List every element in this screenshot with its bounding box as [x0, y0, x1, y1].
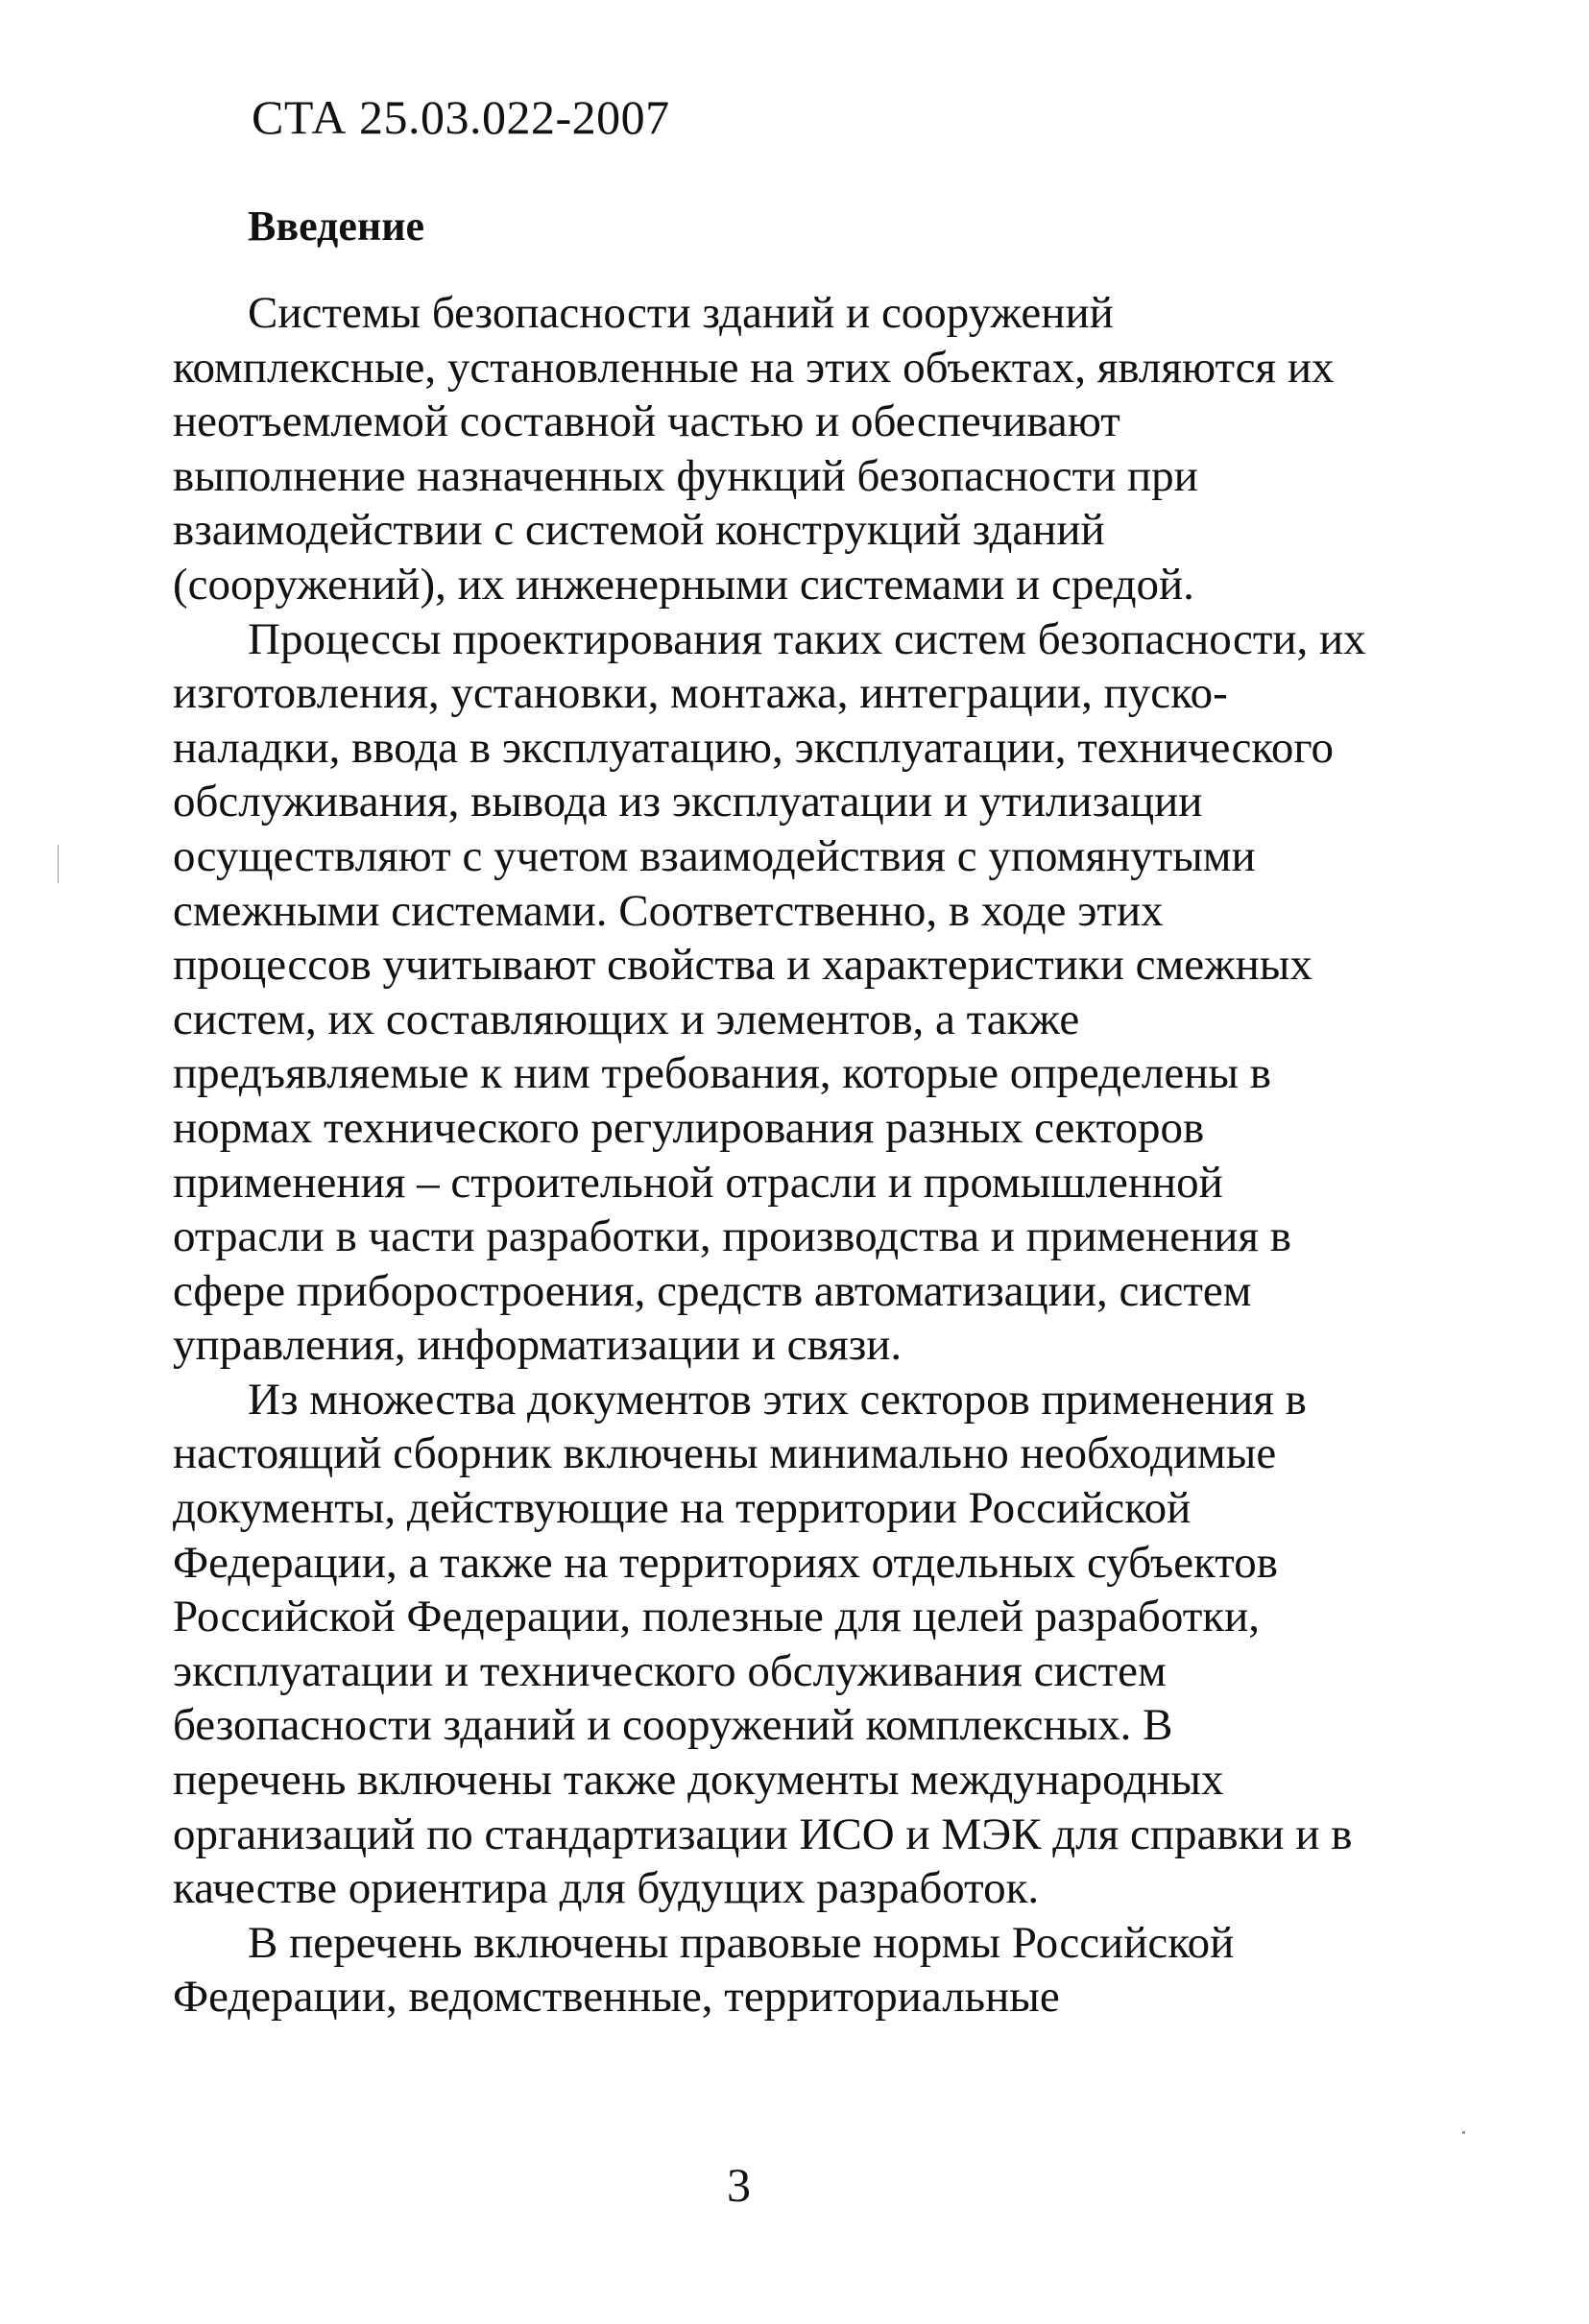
- text-line: осуществляют с учетом взаимодействия с упомянутыми: [173, 830, 1256, 881]
- text-line: эксплуатации и технического обслуживания систем: [173, 1645, 1167, 1696]
- document-code: СТА 25.03.022-2007: [252, 90, 670, 144]
- text-line: обслуживания, вывода из эксплуатации и утилизации: [173, 777, 1203, 827]
- text-line: комплексные, установленные на этих объектах, являются их: [173, 342, 1335, 393]
- text-line: отрасли в части разработки, производства и применения в: [173, 1211, 1291, 1262]
- text-line: процессов учитывают свойства и характеристики смежных: [173, 940, 1312, 991]
- body-text: [173, 286, 1421, 2025]
- text-line: применения – строительной отрасли и промышленной: [173, 1157, 1223, 1208]
- text-line: выполнение назначенных функций безопасности при: [173, 450, 1198, 501]
- scan-artifact: [58, 845, 59, 883]
- page-number: 3: [727, 2158, 751, 2212]
- text-line: взаимодействии с системой конструкций зданий: [173, 505, 1105, 556]
- text-line: качестве ориентира для будущих разработок.: [173, 1863, 1040, 1914]
- text-line: Российской Федерации, полезные для целей разработки,: [173, 1592, 1260, 1642]
- section-heading: Введение: [248, 203, 425, 250]
- scan-artifact: [1462, 2131, 1465, 2134]
- text-line: смежными системами. Соответственно, в ходе этих: [173, 885, 1164, 936]
- text-line: сфере приборостроения, средств автоматизации, систем: [173, 1265, 1252, 1316]
- text-line: В перечень включены правовые нормы Российской: [248, 1917, 1235, 1968]
- text-line: Федерации, а также на территориях отдельных субъектов: [173, 1537, 1278, 1588]
- text-line: перечень включены также документы международных: [173, 1755, 1224, 1806]
- text-line: нормах технического регулирования разных секторов: [173, 1102, 1205, 1153]
- text-line: неотъемлемой составной частью и обеспечивают: [173, 396, 1120, 447]
- text-line: настоящий сборник включены минимально необходимые: [173, 1428, 1277, 1479]
- text-line: управления, информатизации и связи.: [173, 1320, 903, 1371]
- text-line: изготовления, установки, монтажа, интеграции, пуско-: [173, 668, 1228, 719]
- text-line: (сооружений), их инженерными системами и средой.: [173, 559, 1194, 610]
- text-line: Процессы проектирования таких систем безопасности, их: [248, 613, 1366, 664]
- text-line: документы, действующие на территории Российской: [173, 1483, 1192, 1534]
- text-line: наладки, ввода в эксплуатацию, эксплуатации, технического: [173, 722, 1334, 773]
- text-line: безопасности зданий и сооружений комплексных. В: [173, 1700, 1173, 1751]
- text-line: систем, их составляющих и элементов, а также: [173, 994, 1080, 1044]
- text-line: предъявляемые к ним требования, которые определены в: [173, 1048, 1271, 1099]
- text-line: Из множества документов этих секторов применения в: [248, 1374, 1307, 1425]
- text-line: организаций по стандартизации ИСО и МЭК для справки и в: [173, 1809, 1353, 1859]
- text-line: Федерации, ведомственные, территориальные: [173, 1972, 1060, 2023]
- text-line: Системы безопасности зданий и сооружений: [248, 288, 1114, 338]
